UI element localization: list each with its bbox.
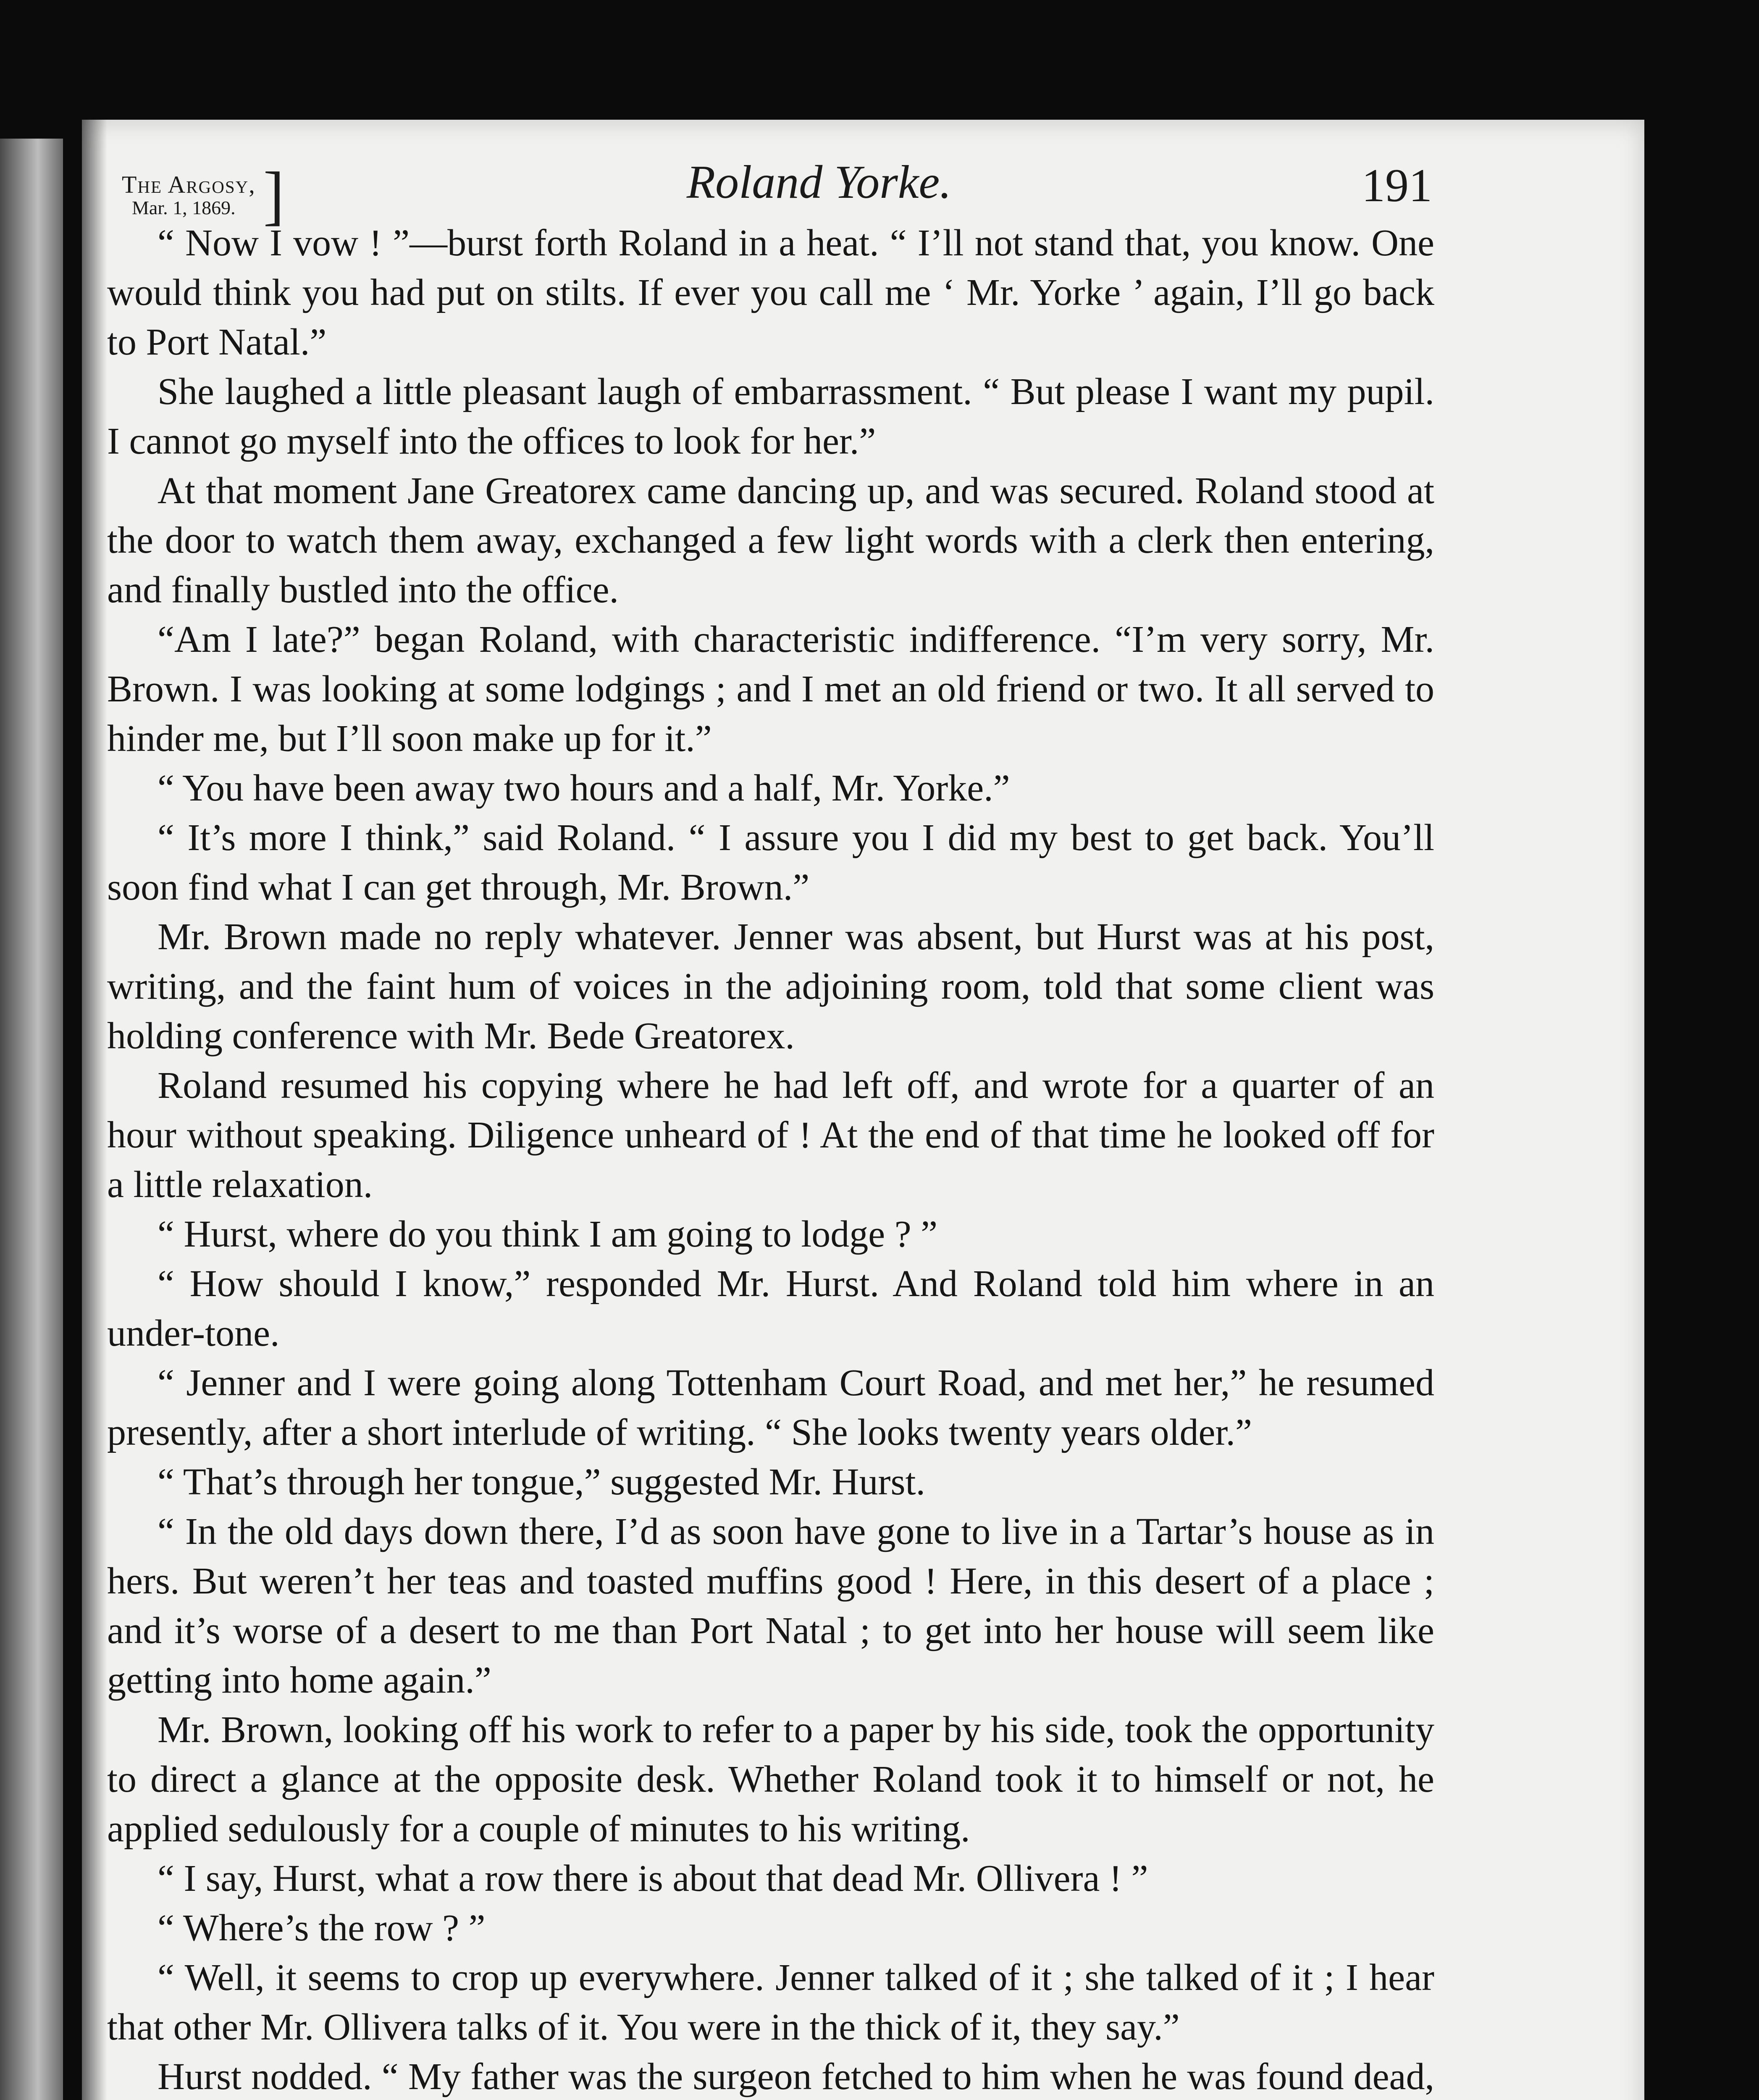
paragraph: “ Well, it seems to crop up everywhere. Jenner talked of it ; she talked of it ; I hear that other Mr. Ollivera talks of it. You were in the thick of it, they say.” [107,1957,1434,2048]
magazine-name: The Argosy, [122,171,256,199]
paragraph: “ In the old days down there, I’d as soon have gone to live in a Tartar’s house as in hers. But weren’t her teas and toasted muffins good ! Here, in this desert of a place ; and it’s worse of a desert to me than Port Natal ; to get into her house will seem like getting into home again.” [107,1511,1434,1701]
paragraph: “Am I late?” began Roland, with characteristic indifference. “I’m very sorry, Mr. Brown. I was looking at some lodgings ; and I met an old friend or two. It all served to hinder me, but I’ll soon make up for it.” [107,619,1434,759]
paragraph: Mr. Brown, looking off his work to refer to a paper by his side, took the opportunity to direct a glance at the opposite desk. Whether Roland took it to himself or not, he applied sedulously for a couple of minutes to his writing. [107,1709,1434,1850]
paragraph: “ It’s more I think,” said Roland. “ I assure you I did my best to get back. You’ll soon find what I can get through, Mr. Brown.” [107,817,1434,908]
paragraph: “ That’s through her tongue,” suggested Mr. Hurst. [158,1461,926,1503]
paragraph: Mr. Brown made no reply whatever. Jenner was absent, but Hurst was at his post, writing, and the faint hum of voices in the adjoining room, told that some client was holding conference with Mr. Bede Greatorex. [107,916,1434,1057]
paragraph: “ Where’s the row ? ” [158,1907,486,1949]
paragraph: “ How should I know,” responded Mr. Hurst. And Roland told him where in an under-tone. [107,1263,1434,1354]
facing-page-edge [0,139,63,2100]
paragraph: Hurst nodded. “ My father was the surgeon fetched to him when he was found dead, [158,2056,1434,2097]
paragraph: At that moment Jane Greatorex came dancing up, and was secured. Roland stood at the door to watch them away, exchanged a few light words with a clerk then entering, and finally bustled into the office. [107,470,1434,611]
paragraph: Roland resumed his copying where he had left off, and wrote for a quarter of an hour without speaking. Diligence unheard of ! At the end of that time he looked off for a little relaxation. [107,1065,1434,1205]
paragraph: “ Jenner and I were going along Tottenham Court Road, and met her,” he resumed presently, after a short interlude of writing. “ She looks twenty years older.” [107,1362,1434,1453]
running-head-bracket: ] [263,158,284,232]
running-head [122,151,1432,232]
paragraph: “ I say, Hurst, what a row there is about that dead Mr. Ollivera ! ” [158,1858,1148,1899]
body-text [107,218,1434,2100]
running-title: Roland Yorke. [686,156,952,208]
paragraph: “ Hurst, where do you think I am going to lodge ? ” [158,1213,938,1255]
page-number: 191 [1362,160,1432,212]
issue-date: Mar. 1, 1869. [132,197,236,219]
paragraph: “ Now I vow ! ”—burst forth Roland in a heat. “ I’ll not stand that, you know. One would think you had put on stilts. If ever you call me ‘ Mr. Yorke ’ again, I’ll go back to Port Natal.” [107,222,1434,363]
paragraph: She laughed a little pleasant laugh of embarrassment. “ But please I want my pupil. I cannot go myself into the offices to look for her.” [107,371,1434,462]
paragraph: “ You have been away two hours and a half, Mr. Yorke.” [158,767,1010,809]
